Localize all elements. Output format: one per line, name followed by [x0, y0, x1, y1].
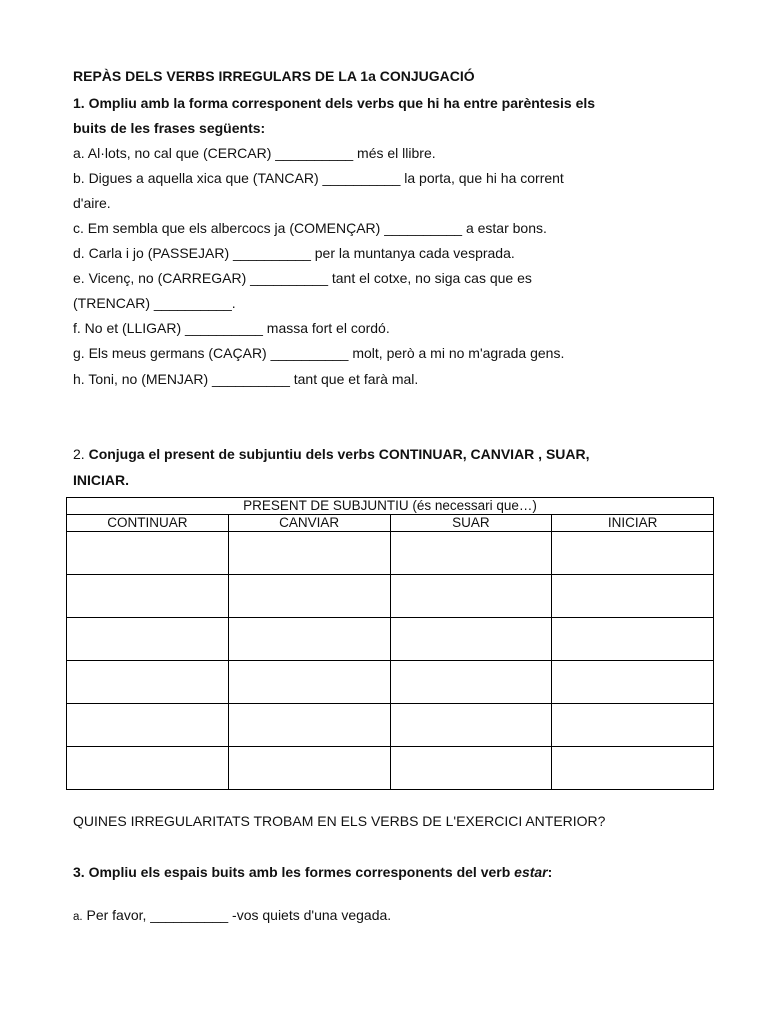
blank-cell	[67, 704, 229, 747]
blank-cell	[390, 747, 552, 790]
blank-cell	[228, 575, 390, 618]
blank-cell	[228, 661, 390, 704]
exercise-2-instruction	[73, 446, 590, 462]
column-header-canviar: CANVIAR	[228, 515, 390, 532]
exercise-1-instruction: 1. Ompliu amb la forma corresponent dels verbs que hi ha entre parèntesis els	[73, 95, 596, 111]
column-header-iniciar: INICIAR	[552, 515, 714, 532]
blank-cell	[228, 618, 390, 661]
column-header-continuar: CONTINUAR	[67, 515, 229, 532]
blank-cell	[67, 661, 229, 704]
table-row	[67, 618, 714, 661]
table-row	[67, 532, 714, 575]
blank-cell	[390, 575, 552, 618]
exercise-3-prefix: 3. Ompliu els espais buits amb les formes corresponents del verb	[73, 864, 515, 880]
sentence-h: h. Toni, no (MENJAR) __________ tant que et farà mal.	[73, 371, 419, 387]
item-letter: a.	[73, 911, 83, 923]
blank-cell	[390, 661, 552, 704]
sentence-b-cont: d'aire.	[73, 195, 111, 211]
column-header-suar: SUAR	[390, 515, 552, 532]
blank-cell	[552, 747, 714, 790]
blank-cell	[552, 575, 714, 618]
item-text: Per favor, __________ -vos quiets d'una vegada.	[82, 907, 392, 923]
exercise-3-instruction	[73, 864, 552, 880]
exercise-2-instruction-cont: INICIAR.	[73, 472, 129, 488]
sentence-a: a. Al·lots, no cal que (CERCAR) __________ més el llibre.	[73, 145, 436, 161]
exercise-3-verb: estar	[514, 864, 548, 880]
sentence-g: g. Els meus germans (CAÇAR) __________ molt, però a mi no m'agrada gens.	[73, 345, 565, 361]
blank-cell	[552, 532, 714, 575]
exercise-3-item-a	[73, 907, 391, 923]
blank-cell	[67, 575, 229, 618]
table-row	[67, 704, 714, 747]
table-row	[67, 661, 714, 704]
blank-cell	[228, 704, 390, 747]
table-row	[67, 747, 714, 790]
blank-cell	[390, 618, 552, 661]
blank-cell	[552, 618, 714, 661]
exercise-2-number: 2.	[73, 446, 85, 462]
sentence-c: c. Em sembla que els albercocs ja (COMENÇAR) __________ a estar bons.	[73, 220, 547, 236]
blank-cell	[228, 747, 390, 790]
subjunctive-table	[66, 497, 714, 790]
blank-cell	[67, 747, 229, 790]
blank-cell	[390, 704, 552, 747]
blank-cell	[390, 532, 552, 575]
exercise-1-instruction-cont: buits de les frases següents:	[73, 120, 266, 136]
worksheet-title: REPÀS DELS VERBS IRREGULARS DE LA 1a CONJUGACIÓ	[73, 68, 475, 84]
exercise-3-suffix: :	[547, 864, 553, 880]
sentence-b: b. Digues a aquella xica que (TANCAR) __________ la porta, que hi ha corrent	[73, 170, 564, 186]
blank-cell	[552, 704, 714, 747]
sentence-d: d. Carla i jo (PASSEJAR) __________ per la muntanya cada vesprada.	[73, 245, 515, 261]
exercise-2-text: Conjuga el present de subjuntiu dels verbs CONTINUAR, CANVIAR , SUAR,	[88, 446, 590, 462]
blank-cell	[228, 532, 390, 575]
blank-cell	[552, 661, 714, 704]
irregularities-question: QUINES IRREGULARITATS TROBAM EN ELS VERBS DE L'EXERCICI ANTERIOR?	[73, 813, 606, 829]
sentence-f: f. No et (LLIGAR) __________ massa fort el cordó.	[73, 320, 390, 336]
table-header: PRESENT DE SUBJUNTIU (és necessari que…)	[67, 498, 714, 515]
sentence-e: e. Vicenç, no (CARREGAR) __________ tant el cotxe, no siga cas que es	[73, 270, 532, 286]
table-row	[67, 575, 714, 618]
blank-cell	[67, 618, 229, 661]
blank-cell	[67, 532, 229, 575]
sentence-e-cont: (TRENCAR) __________.	[73, 295, 236, 311]
